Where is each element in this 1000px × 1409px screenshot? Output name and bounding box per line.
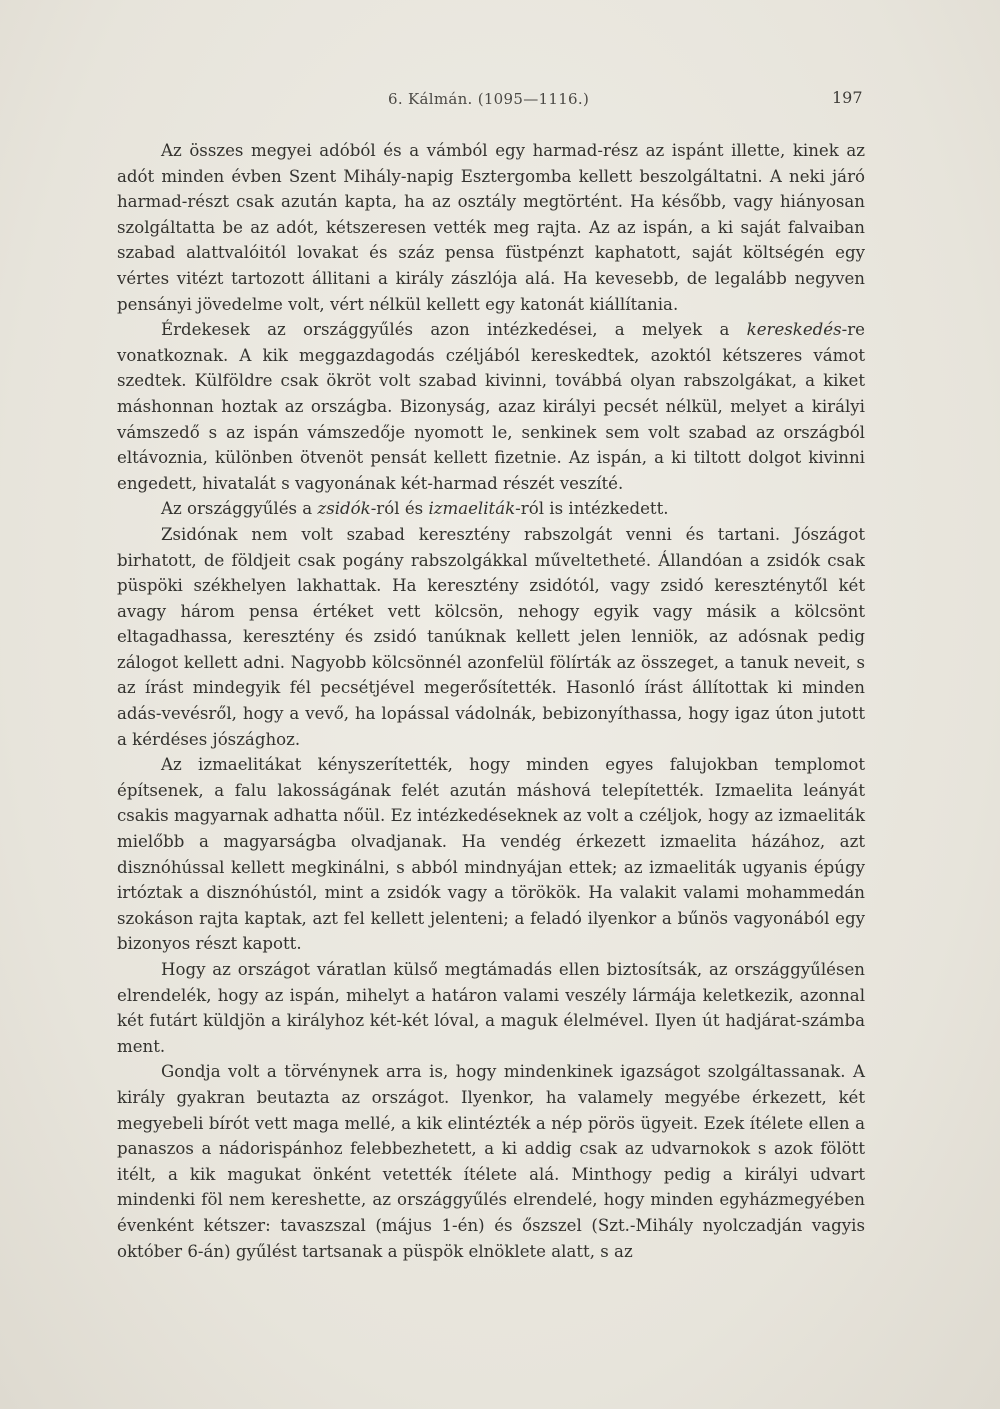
italic-term: kereskedés — [746, 320, 842, 340]
body-text — [117, 138, 865, 1264]
running-head: 6. Kálmán. (1095—1116.) — [388, 90, 590, 108]
italic-term: zsidók — [317, 499, 371, 519]
paragraph-ismaelites: Az izmaelitákat kényszerítették, hogy minden egyes falujokban templomot építsenek, a falu lakosságának felét azután máshová telepítették. Izmaelita leányát csakis magyarnak adhatta nőül. Ez intézkedéseknek az volt a czéljok, hogy az izmaeliták mielőbb a magyarságba olvadjanak. Ha vendég érkezett izmaelita házához, azt disznóhússal kellett megkinálni, s abból mindnyájan ettek; az izmaeliták ugyanis épúgy irtóztak a disznóhústól, mint a zsidók vagy a törökök. Ha valakit valami mohammedán szokáson rajta kaptak, azt fel kellett jelenteni; a feladó ilyenkor a bűnös vagyonából egy bizonyos részt kapott. — [117, 755, 865, 954]
page-number: 197 — [832, 88, 863, 107]
paragraph-justice: Gondja volt a törvénynek arra is, hogy mindenkinek igazságot szolgáltassanak. A király gyakran beutazta az országot. Ilyenkor, ha valamely megyébe érkezett, két megyebeli bírót vett maga mellé, a kik elintézték a nép pörös ügyeit. Ezek ítélete ellen a panaszos a nádorispánhoz felebbezhetett, a ki addig csak az udvarnokok s azok fölött itélt, a kik magukat önként vetették ítélete alá. Minthogy pedig a királyi udvart mindenki föl nem kereshette, az országgyűlés elrendelé, hogy minden egyházmegyében évenként kétszer: tavaszszal (május 1-én) és őszszel (Szt.-Mihály nyolczadján vagyis október 6-án) gyűlést tartsanak a püspök elnöklete alatt, s az — [117, 1062, 865, 1261]
paragraph-jews: Zsidónak nem volt szabad keresztény rabszolgát venni és tartani. Jószágot birhatott, de földjeit csak pogány rabszolgákkal műveltetheté. Állandóan a zsidók csak püspöki székhelyen lakhattak. Ha keresztény zsidótól, vagy zsidó kereszténytől két avagy három pensa értéket vett kölcsön, nehogy egyik vagy másik a kölcsönt eltagadhassa, keresztény és zsidó tanúknak kellett jelen lenniök, az adósnak pedig zálogot kellett adni. Nagyobb kölcsönnél azonfelül fölírták az összeget, a tanuk neveit, s az írást mindegyik fél pecsétjével megerősítették. Hasonló írást állítottak ki minden adás-vevésről, hogy a vevő, ha lopással vádolnák, bebizonyíthassa, hogy igaz úton jutott a kérdéses jószághoz. — [117, 524, 865, 749]
paragraph-trade: Érdekesek az országgyűlés azon intézkedései, a melyek a kereskedés-re vonatkoznak. A kik meggazdagodás czéljából kereskedtek, azoktól kétszeres vámot szedtek. Külföldre csak ökröt volt szabad kivinni, továbbá olyan rabszolgákat, a kiket máshonnan hoztak az országba. Bizonyság, azaz királyi pecsét nélkül, melyet a királyi vámszedő s az ispán vámszedője nyomott le, senkinek sem volt szabad az országból eltávoznia, különben ötvenöt pensát kellett fizetnie. Az ispán, a ki tiltott dolgot kivinni engedett, hivatalát s vagyonának két-harmad részét veszíté. — [117, 320, 865, 493]
page-header — [0, 88, 1000, 114]
italic-term: izmaeliták — [428, 499, 516, 519]
paragraph-defense: Hogy az országot váratlan külső megtámadás ellen biztosítsák, az országgyűlésen elrendelék, hogy az ispán, mihelyt a határon valami veszély lármája keletkezik, azonnal két futárt küldjön a királyhoz két-két lóval, a maguk élelmével. Ilyen út hadjárat-számba ment. — [117, 960, 865, 1056]
paragraph-tax: Az összes megyei adóból és a vámból egy harmad-rész az ispánt illette, kinek az adót minden évben Szent Mihály-napig Esztergomba kellett beszolgáltatni. A neki járó harmad-részt csak azután kapta, ha az osztály megtörtént. Ha később, vagy hiányosan szolgáltatta be az adót, kétszeresen vették meg rajta. Az az ispán, a ki saját falvaiban szabad alattvalóitól lovakat és száz pensa füstpénzt kaphatott, saját költségén egy vértes vitézt tartozott állitani a király zászlója alá. Ha kevesebb, de legalább negyven pensányi jövedelme volt, vért nélkül kellett egy katonát kiállítania. — [117, 141, 865, 314]
paragraph-jews-ismaelites-intro: Az országgyűlés a zsidók-ról és izmaeliták-ról is intézkedett. — [161, 499, 669, 519]
